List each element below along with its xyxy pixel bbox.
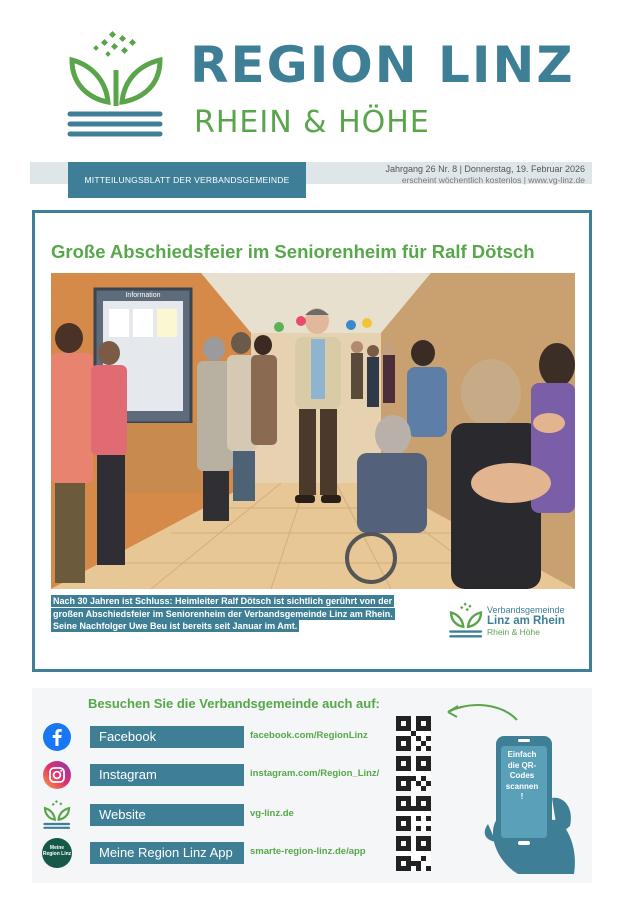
vg-linz-logo [449, 601, 579, 649]
instagram-label: Instagram [90, 764, 244, 786]
issue-line: Jahrgang 26 Nr. 8 | Donnerstag, 19. Februar 2026 [385, 164, 585, 174]
masthead-subtitle: RHEIN & HÖHE [194, 105, 430, 140]
article-headline: Große Abschiedsfeier im Seniorenheim für Ralf Dötsch [51, 241, 535, 262]
lead-article [32, 210, 592, 672]
vg-logo-icon [449, 601, 483, 641]
app-icon [42, 838, 72, 868]
bulletin-label: MITTEILUNGSBLATT DER VERBANDSGEMEINDE [68, 162, 306, 198]
qr-code-instagram[interactable] [396, 756, 431, 791]
qr-code-app[interactable] [396, 836, 431, 871]
instagram-url[interactable]: instagram.com/Region_Linz/ [250, 768, 380, 779]
social-row-instagram[interactable] [42, 760, 402, 790]
phone-scan-text [499, 750, 545, 803]
facebook-url[interactable]: facebook.com/RegionLinz [250, 730, 368, 741]
vg-logo-line-3: Rhein & Höhe [487, 627, 540, 637]
social-row-website[interactable] [42, 800, 402, 830]
issue-info [386, 164, 585, 186]
website-label: Website [90, 804, 244, 826]
masthead-title: REGION LINZ [190, 36, 575, 94]
vg-logo-line-2: Linz am Rhein [487, 615, 565, 627]
farewell-photo-illustration [51, 273, 575, 589]
photo-caption [51, 595, 431, 633]
social-row-app[interactable] [42, 838, 402, 868]
facebook-icon [42, 722, 72, 752]
vg-logo-line-1: Verbandsgemeinde [487, 605, 565, 615]
social-title: Besuchen Sie die Verbandsgemeinde auch auf: [88, 696, 380, 711]
region-linz-logo-icon [66, 30, 166, 140]
phone-text-line-4: scannen [505, 781, 539, 791]
qr-code-website[interactable] [396, 796, 431, 831]
instagram-icon [42, 760, 72, 790]
facebook-label: Facebook [90, 726, 244, 748]
caption-line-1: Nach 30 Jahren ist Schluss: Heimleiter Ralf Dötsch ist sichtlich gerührt von der [53, 596, 393, 606]
social-row-facebook[interactable] [42, 722, 402, 752]
phone-text-line-3: Codes [509, 771, 535, 780]
website-icon [42, 800, 72, 830]
app-label: Meine Region Linz App [90, 842, 244, 864]
social-section [32, 688, 592, 883]
photo-sign-text: Information [125, 292, 161, 299]
app-url[interactable]: smarte-region-linz.de/app [250, 846, 366, 857]
phone-text-line-2: die QR- [507, 760, 537, 770]
phone-text-line-5: ! [520, 792, 524, 801]
app-icon-text: Meine Region Linz [42, 845, 72, 857]
caption-line-2: großen Abschiedsfeier im Seniorenheim der Verbandsgemeinde Linz am Rhein. [53, 608, 393, 619]
qr-code-facebook[interactable] [396, 716, 431, 751]
vg-logo-text [487, 605, 565, 638]
caption-line-3: Seine Nachfolger Uwe Beu ist bereits seit Januar im Amt. [53, 621, 298, 631]
masthead [0, 0, 625, 160]
article-photo [51, 273, 575, 589]
issue-note: erscheint wöchentlich kostenlos | www.vg-linz.de [401, 175, 585, 185]
website-url[interactable]: vg-linz.de [250, 808, 294, 819]
arrow-icon [442, 698, 522, 728]
phone-text-line-1: Einfach [507, 750, 537, 759]
